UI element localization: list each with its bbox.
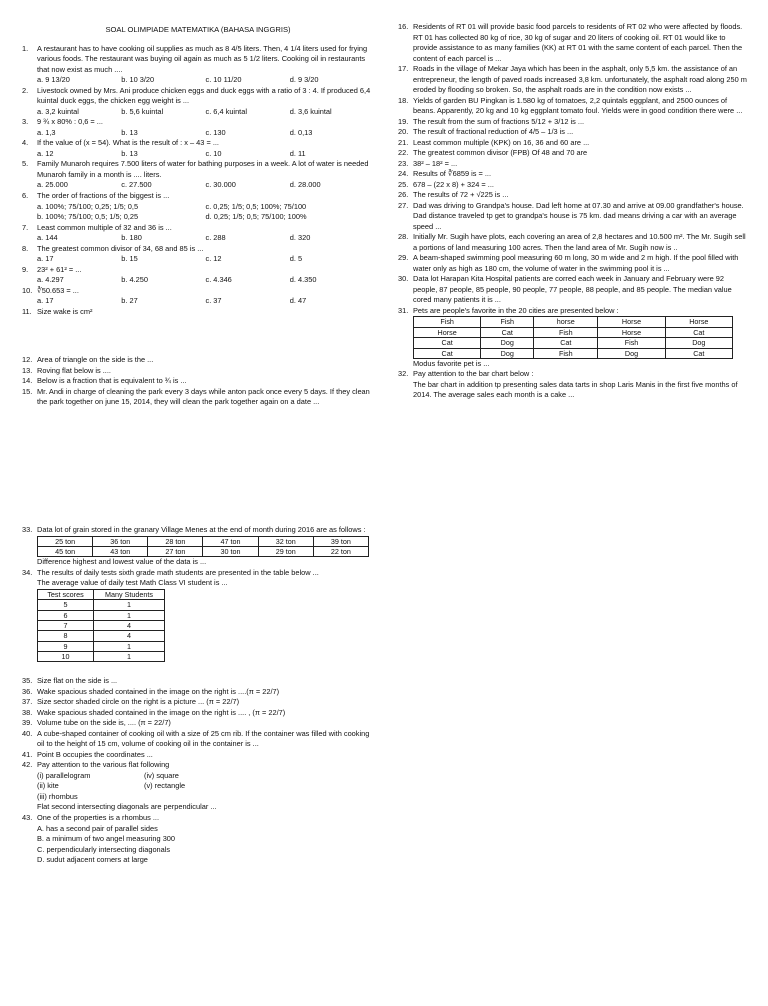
column-header: Test scores xyxy=(38,589,94,599)
question xyxy=(22,307,374,318)
question-text: The result from the sum of fractions 5/12 + 3/12 is ... xyxy=(413,116,585,126)
question-text: Volume tube on the side is, .... (π = 22/7) xyxy=(37,718,171,728)
answer-options xyxy=(37,296,374,307)
question-text: The results of daily tests sixth grade math students are presented in the table below ... xyxy=(37,567,319,577)
table-cell: 5 xyxy=(38,600,94,610)
answer-option: c. 37 xyxy=(205,296,222,306)
question-number: 2. xyxy=(22,85,29,95)
question-42-options xyxy=(37,771,374,813)
question-43 xyxy=(22,813,374,824)
answer-option: c. 6,4 kuintal xyxy=(205,106,247,116)
question-number: 36. xyxy=(22,686,33,696)
answer-option: a. 144 xyxy=(37,233,58,243)
answer-option: d. 0,25; 1/5; 0,5; 75/100; 100% xyxy=(205,212,307,222)
question xyxy=(398,148,748,159)
question-33 xyxy=(22,525,374,536)
question-number: 29. xyxy=(398,253,409,263)
right-column xyxy=(398,22,748,401)
answer-options xyxy=(37,275,374,286)
answer-option: d. 320 xyxy=(289,233,311,243)
option: (iv) square xyxy=(144,770,179,780)
table-cell: 36 ton xyxy=(93,536,148,546)
table-row xyxy=(38,536,369,546)
question-number: 13. xyxy=(22,365,33,375)
figure-space xyxy=(22,317,374,355)
answer-option: c. 288 xyxy=(205,233,226,243)
table-cell: 22 ton xyxy=(313,546,368,556)
question xyxy=(22,750,374,761)
answer-option: b. 27 xyxy=(121,296,138,306)
table-cell: Cat xyxy=(481,327,534,337)
question xyxy=(398,201,748,233)
answer-options xyxy=(37,202,374,213)
option-row xyxy=(37,781,374,792)
question-text: Pets are people's favorite in the 20 cities are presented below : xyxy=(413,305,619,315)
question-text: Wake spacious shaded contained in the image on the right is ....(π = 22/7) xyxy=(37,686,280,696)
question xyxy=(398,169,748,180)
answer-option: d. 3,6 kuintal xyxy=(289,106,332,116)
table-cell: 4 xyxy=(94,620,165,630)
question-number: 39. xyxy=(22,718,33,728)
question-number: 12. xyxy=(22,355,33,365)
question xyxy=(398,306,748,317)
question-text: 23² + 61² = ... xyxy=(37,264,82,274)
option: (iii) rhombus xyxy=(37,791,78,801)
table-row xyxy=(38,600,165,610)
question xyxy=(398,22,748,64)
question-text: The greatest common divisor of 34, 68 and 85 is ... xyxy=(37,243,204,253)
answer-option: b. 4.250 xyxy=(121,275,148,285)
question-number: 7. xyxy=(22,222,29,232)
question-number: 22. xyxy=(398,148,409,158)
answer-options xyxy=(37,254,374,265)
question-34 xyxy=(22,568,374,579)
question-43-options xyxy=(37,824,374,866)
question xyxy=(398,64,748,96)
question xyxy=(22,44,374,76)
question xyxy=(22,138,374,149)
table-cell: 6 xyxy=(38,610,94,620)
q31-followup: Modus favorite pet is ... xyxy=(413,358,490,368)
table-cell: 27 ton xyxy=(148,546,203,556)
table-row xyxy=(414,338,733,348)
table-cell: 7 xyxy=(38,620,94,630)
table-cell: Horse xyxy=(665,317,732,327)
question xyxy=(22,286,374,297)
table-cell: Cat xyxy=(414,338,481,348)
answer-option: d. 11 xyxy=(289,148,306,158)
question xyxy=(398,190,748,201)
answer-option: d. 9 3/20 xyxy=(289,75,319,85)
answer-option: a. 1,3 xyxy=(37,127,56,137)
answer-options xyxy=(37,128,374,139)
answer-option: b. 15 xyxy=(121,254,138,264)
question xyxy=(22,265,374,276)
table-cell: Horse xyxy=(598,317,665,327)
question xyxy=(22,708,374,719)
question-text: The greatest common divisor (FPB) Of 48 and 70 are xyxy=(413,148,588,158)
table-cell: Cat xyxy=(534,338,598,348)
option: A. has a second pair of parallel sides xyxy=(37,823,158,833)
question-number: 9. xyxy=(22,264,29,274)
table-row xyxy=(414,348,733,358)
question xyxy=(22,676,374,687)
question-number: 42. xyxy=(22,760,33,770)
table-cell: Dog xyxy=(598,348,665,358)
table-cell: Horse xyxy=(598,327,665,337)
table-cell: horse xyxy=(534,317,598,327)
table-row xyxy=(38,631,165,641)
table-cell: 1 xyxy=(94,610,165,620)
option-row xyxy=(37,771,374,782)
option: (v) rectangle xyxy=(144,781,186,791)
question-number: 5. xyxy=(22,159,29,169)
question-number: 30. xyxy=(398,274,409,284)
table-cell: 10 xyxy=(38,651,94,661)
question-number: 6. xyxy=(22,191,29,200)
question xyxy=(398,96,748,117)
question-text: 678 – (22 x 8) + 324 = ... xyxy=(413,179,494,189)
answer-option: c. 10 xyxy=(205,148,222,158)
answer-options xyxy=(37,180,374,191)
answer-options xyxy=(37,75,374,86)
question-number: 15. xyxy=(22,386,33,396)
question xyxy=(22,718,374,729)
question xyxy=(398,232,748,253)
question-number: 18. xyxy=(398,95,409,105)
question-number: 27. xyxy=(398,200,409,210)
answer-option: a. 9 13/20 xyxy=(37,75,70,85)
question-number: 16. xyxy=(398,22,409,31)
question-text: Pay attention to the various flat following xyxy=(37,760,170,770)
answer-option: a. 17 xyxy=(37,254,54,264)
table-cell: 1 xyxy=(94,641,165,651)
answer-options xyxy=(37,107,374,118)
question-number: 11. xyxy=(22,306,32,316)
answer-options xyxy=(37,149,374,160)
question xyxy=(22,117,374,128)
table-cell: 1 xyxy=(94,600,165,610)
table-cell: 9 xyxy=(38,641,94,651)
question-number: 41. xyxy=(22,749,33,759)
table-cell: Horse xyxy=(414,327,481,337)
question xyxy=(398,274,748,306)
question xyxy=(22,223,374,234)
answer-option: b. 180 xyxy=(121,233,142,243)
answer-option: d. 0,13 xyxy=(289,127,313,137)
question xyxy=(22,697,374,708)
table-row xyxy=(38,651,165,661)
column-header: Many Students xyxy=(94,589,165,599)
question-text: The results of 72 + √225 is ... xyxy=(413,190,509,200)
question-number: 25. xyxy=(398,179,409,189)
question-number: 37. xyxy=(22,697,33,707)
answer-option: c. 130 xyxy=(205,127,226,137)
table-row xyxy=(38,546,369,556)
table-cell: 4 xyxy=(94,631,165,641)
answer-option: a. 17 xyxy=(37,296,54,306)
table-row xyxy=(414,317,733,327)
table-cell: 47 ton xyxy=(203,536,258,546)
answer-option: a. 25.000 xyxy=(37,180,68,190)
answer-option: b. 100%; 75/100; 0,5; 1/5; 0,25 xyxy=(37,212,139,222)
table-cell: Cat xyxy=(665,327,732,337)
question-number: 17. xyxy=(398,64,409,74)
question-text: A restaurant has to have cooking oil supplies as much as 8 4/5 liters. Then, 4 1/4 liters used for frying various foods. The restaurant was buying oil again as much as 5 1/2 liters. Cooking oil in restaurants that now exist as much .... xyxy=(37,43,368,74)
answer-option: c. 30.000 xyxy=(205,180,236,190)
question xyxy=(398,253,748,274)
question-number: 40. xyxy=(22,728,33,738)
question-text: Dad was driving to Grandpa's house. Dad left home at 07.30 and arrive at 09.00 grandfather's house. Dad distance traveled tp get to grandpa's house is 75 km. dad means driving a car with an average speed ... xyxy=(413,200,744,231)
question-number: 20. xyxy=(398,127,409,137)
question-text: The result of fractional reduction of 4/5 – 1/3 is ... xyxy=(413,127,574,137)
answer-option: b. 5,6 kuintal xyxy=(121,106,164,116)
answer-option: b. 10 3/20 xyxy=(121,75,155,85)
question-text: Size wake is cm² xyxy=(37,306,93,316)
question xyxy=(22,366,374,377)
question-text: 38² – 18² = ... xyxy=(413,158,458,168)
answer-option: c. 10 11/20 xyxy=(205,75,242,85)
question xyxy=(398,138,748,149)
answer-option: d. 47 xyxy=(289,296,307,306)
question-number: 43. xyxy=(22,813,33,822)
question-42-prompt: Flat second intersecting diagonals are perpendicular ... xyxy=(37,802,217,812)
bottom-section xyxy=(22,525,374,866)
q33-followup: Difference highest and lowest value of the data is ... xyxy=(37,557,207,567)
question xyxy=(398,127,748,138)
table-row xyxy=(38,610,165,620)
question-text: Point B occupies the coordinates ... xyxy=(37,749,153,759)
answer-option: c. 27.500 xyxy=(121,180,152,190)
question-text: Least common multiple (KPK) on 16, 36 and 60 are ... xyxy=(413,137,590,147)
question-text: Size flat on the side is ... xyxy=(37,676,118,686)
question-number: 19. xyxy=(398,116,409,126)
question-number: 38. xyxy=(22,707,33,717)
question xyxy=(22,191,374,202)
table-cell: 8 xyxy=(38,631,94,641)
question xyxy=(22,86,374,107)
table-cell: Cat xyxy=(414,348,481,358)
question xyxy=(398,159,748,170)
question-32 xyxy=(398,369,748,380)
questions-12-15 xyxy=(22,355,374,408)
question-text: Roving flat below is .... xyxy=(37,365,111,375)
answer-options xyxy=(37,233,374,244)
table-cell: 32 ton xyxy=(258,536,313,546)
table-cell: Fish xyxy=(598,338,665,348)
option: C. perpendicularly intersecting diagonals xyxy=(37,844,171,854)
question xyxy=(398,117,748,128)
test-scores-table xyxy=(37,589,165,663)
table-cell: Fish xyxy=(414,317,481,327)
question-text: Size sector shaded circle on the right is a picture ... (π = 22/7) xyxy=(37,697,240,707)
question xyxy=(22,355,374,366)
question xyxy=(22,376,374,387)
option: (i) parallelogram xyxy=(37,770,91,780)
question-32-description: The bar chart in addition tp presenting sales data tarts in shop Laris Manis in the first five months of 2014. The average sales each month is a cake ... xyxy=(413,379,738,400)
answer-option: b. 13 xyxy=(121,127,138,137)
question-text: The order of fractions of the biggest is ... xyxy=(37,191,170,200)
question-number: 34. xyxy=(22,567,33,577)
question-number: 35. xyxy=(22,676,33,686)
option: B. a minimum of two angel measuring 300 xyxy=(37,834,176,844)
answer-option: a. 100%; 75/100; 0,25; 1/5; 0,5 xyxy=(37,201,139,211)
question-text: ∛50.653 = ... xyxy=(37,285,79,295)
table-cell: Dog xyxy=(481,338,534,348)
question-number: 3. xyxy=(22,117,29,127)
questions-35-42 xyxy=(22,676,374,771)
answer-option: c. 0,25; 1/5; 0,5; 100%; 75/100 xyxy=(205,201,307,211)
table-cell: 43 ton xyxy=(93,546,148,556)
table-cell: Fish xyxy=(534,348,598,358)
answer-option: d. 5 xyxy=(289,254,303,264)
table-row xyxy=(414,327,733,337)
table-cell: 25 ton xyxy=(38,536,93,546)
question-text: If the value of (x = 54). What is the result of : x – 43 = ... xyxy=(37,138,219,148)
question-text: A cube-shaped container of cooking oil with a size of 25 cm rib. If the container was filled with cooking oil to the height of 15 cm, volume of cooking oil in the container is ... xyxy=(37,728,370,749)
question-number: 24. xyxy=(398,169,409,179)
left-column xyxy=(22,22,374,408)
answer-option: c. 12 xyxy=(205,254,222,264)
answer-option: b. 13 xyxy=(121,148,138,158)
question-number: 26. xyxy=(398,190,409,200)
question-text: Livestock owned by Mrs. Ani produce chicken eggs and duck eggs with a ratio of 3 : 4. If produced 6,4 kuintal duck eggs, the chicken egg weight is ... xyxy=(37,85,371,106)
question-text: Family Munaroh requires 7.500 liters of water for bathing purposes in a week. A lot of water is needed Munaroh family in a month is .... liters. xyxy=(37,159,369,179)
question-text: Data lot Harapan Kita Hospital patients are corred each week in January and February were 92 people, 87 people, 85 people, 90 people, 77 people, 88 people, and 85 people. The median value cored many patients it is ... xyxy=(413,274,732,305)
question-34-description: The average value of daily test Math Class VI student is ... xyxy=(37,578,228,588)
question-text: Yields of garden BU Pingkan is 1.580 kg of tomatoes, 2,2 quintals eggplant, and 2500 ounces of beans. Apparently, 20 kg and 10 kg eggplant tomato foul. Yields were in good condition there were ... xyxy=(413,95,743,116)
question-number: 28. xyxy=(398,232,409,242)
option: D. sudut adjacent corners at large xyxy=(37,855,148,865)
question-text: Data lot of grain stored in the granary Village Menes at the end of month during 2016 are as follows : xyxy=(37,525,366,534)
answer-option: a. 3,2 kuintal xyxy=(37,106,79,116)
question-text: One of the properties is a rhombus ... xyxy=(37,813,160,822)
question-number: 32. xyxy=(398,369,409,379)
answer-option: a. 12 xyxy=(37,148,54,158)
questions-1-11 xyxy=(22,44,374,317)
question-text: Least common multiple of 32 and 36 is ... xyxy=(37,222,172,232)
question-number: 1. xyxy=(22,43,29,53)
question xyxy=(22,687,374,698)
table-row xyxy=(38,641,165,651)
answer-options xyxy=(37,212,374,223)
option: (ii) kite xyxy=(37,781,59,791)
table-cell: 45 ton xyxy=(38,546,93,556)
answer-option: d. 4.350 xyxy=(289,275,317,285)
page-title: SOAL OLIMPIADE MATEMATIKA (BAHASA INGGRIS) xyxy=(105,25,291,34)
question xyxy=(22,159,374,180)
question xyxy=(22,387,374,408)
question-text: Mr. Andi in charge of cleaning the park every 3 days while anton pack once every 5 days. If they clean the park together on june 15, 2014, they will clean the park together again on a date ... xyxy=(37,386,370,407)
grain-table xyxy=(37,536,369,558)
question-text: Roads in the village of Mekar Jaya which has been in the asphalt, only 5,5 km. the assistance of an entrepreneur, the length of paved roads increased 3,8 km. unfortunately, the asphalt road along 250 m eroded by flooding so broken. So, the asphalt roads are in the condition now exists ... xyxy=(413,64,747,95)
pets-table xyxy=(413,316,733,358)
question-number: 23. xyxy=(398,158,409,168)
question-number: 8. xyxy=(22,243,29,253)
table-cell: Dog xyxy=(665,338,732,348)
table-row xyxy=(38,620,165,630)
question xyxy=(22,729,374,750)
questions-16-31 xyxy=(398,22,748,316)
table-cell: 30 ton xyxy=(203,546,258,556)
question-text: Area of triangle on the side is the ... xyxy=(37,355,154,365)
question-number: 31. xyxy=(398,305,409,315)
question-number: 21. xyxy=(398,137,409,147)
question-text: Residents of RT 01 will provide basic food parcels to residents of RT 02 who were affected by floods. RT 01 has collected 80 kg of rice, 30 kg of sugar and 20 liters of cooking oil. RT 01 would like to provide assistance to as many families (KK) at RT 01 with the same content of each parcel. Then the content of each parcel is ... xyxy=(413,22,743,63)
table-cell: 29 ton xyxy=(258,546,313,556)
table-cell: 28 ton xyxy=(148,536,203,546)
question-text: Initially Mr. Sugih have plots, each covering an area of 2,8 hectares and 10.500 m². The Mr. Sugih sell a portions of land measuring 100 acres. Then the land area of Mr. Sugih now is .. xyxy=(413,232,746,252)
question-text: Results of ∛6859 is = ... xyxy=(413,169,492,179)
answer-option: c. 4.346 xyxy=(205,275,232,285)
table-cell: Fish xyxy=(534,327,598,337)
table-cell: 39 ton xyxy=(313,536,368,546)
answer-option: a. 4.297 xyxy=(37,275,64,285)
figure-space xyxy=(22,662,374,676)
question-text: Below is a fraction that is equivalent to ¾ is ... xyxy=(37,376,187,386)
question-number: 10. xyxy=(22,285,33,295)
question-text: 9 ¾ x 80% : 0,6 = ... xyxy=(37,117,103,127)
table-cell: 1 xyxy=(94,651,165,661)
question-text: Pay attention to the bar chart below : xyxy=(413,369,534,379)
question xyxy=(22,760,374,771)
question-number: 14. xyxy=(22,376,33,386)
table-cell: Fish xyxy=(481,317,534,327)
question xyxy=(398,180,748,191)
question xyxy=(22,244,374,255)
table-cell: Cat xyxy=(665,348,732,358)
question-text: A beam-shaped swimming pool measuring 60 m long, 30 m wide and 2 m high. If the pool filled with water only as high as 180 cm, the volume of water in the swimming pool it is ... xyxy=(413,253,739,273)
answer-option: d. 28.000 xyxy=(289,180,321,190)
question-text: Wake spacious shaded contained in the image on the right is .... , (π = 22/7) xyxy=(37,707,286,717)
question-number: 4. xyxy=(22,138,29,148)
question-number: 33. xyxy=(22,525,33,534)
table-cell: Dog xyxy=(481,348,534,358)
